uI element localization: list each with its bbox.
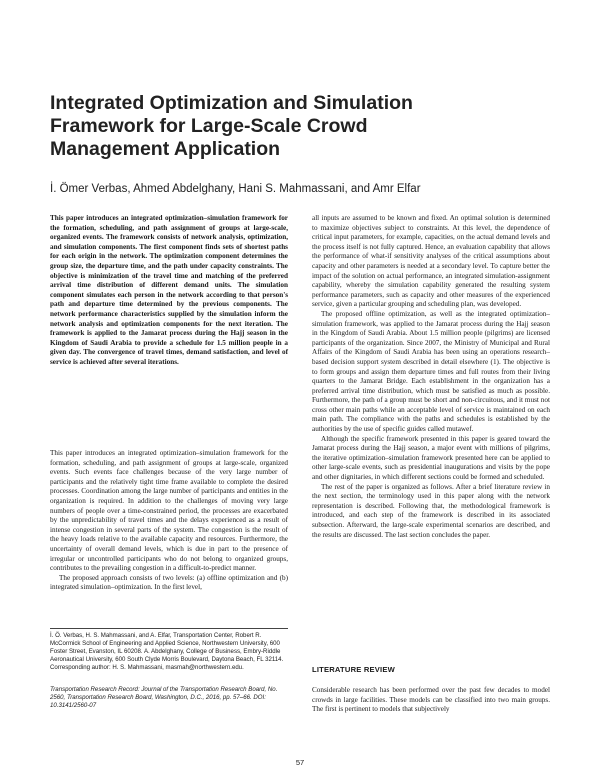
body-left-column — [50, 449, 288, 593]
authors-line: İ. Ömer Verbas, Ahmed Abdelghany, Hani S. Mahmassani, and Amr Elfar — [50, 183, 421, 195]
section-heading-literature-review: LITERATURE REVIEW — [312, 665, 395, 674]
literature-review-text — [312, 686, 550, 715]
body-paragraph: This paper introduces an integrated optimization–simulation framework for the formation, scheduling, and path assignment of groups at large-scale, organized events. Such events face challenges because of the very large number of participants and the relatively tight time frame available to complete the desired processes. Coordination among the large number of participants and entities in the organization is required. In addition to the challenges of moving very large numbers of people over a time-constrained period, the processes are exacerbated by the unpredictability of travel times and the delays experienced as a result of intense congestion in several parts of the system. The congestion is the result of the heavy loads relative to the available capacity and resources. Furthermore, the uncertainty of overall demand levels, which is due in part to the presence of irregular or uncontrolled participants who do not belong to organized groups, contributes to the prevailing congestion in a difficult-to-predict manner. — [50, 449, 288, 573]
body-paragraph: The proposed offline optimization, as well as the integrated optimization–simulation framework, was applied to the Jamarat process during the Hajj season in the Kingdom of Saudi Arabia. About 1.5 million people (pilgrims) are licensed participants of the organization. Since 2007, the Ministry of Municipal and Rural Affairs of the Kingdom of Saudi Arabia has been using an operations research–based decision support system described in detail elsewhere (1). The objective is to form groups and assign them departure times and full routes from their living quarters to the Jamarat Bridge. Each establishment in the organization has a preferred arrival time distribution, which must be satisfied as much as possible. Furthermore, the path of a group must be short and non-circuitous, and it must not cross other main paths while an acceptable level of service is maintained on each main path. The compliance with the paths and schedules is established by the authorities by the use of specific guides called mutawef. — [312, 309, 550, 434]
page-number: 57 — [295, 758, 305, 767]
abstract: This paper introduces an integrated optimization–simulation framework for the formation, scheduling, and path assignment of groups at large-scale, organized events. The framework consists of network analysis, optimization, and simulation components. The first component finds sets of shortest paths for each origin in the network. The optimization component determines the group size, the departure time, and the path under capacity constraints. The objective is minimization of the travel time and matching of the preferred arrival time distribution of different demand units. The simulation component simulates each person in the network according to that person's path and departure time determined by the previous components. The network performance characteristics supplied by the simulation inform the network analysis and optimization components for the next iteration. The framework is applied to the Jamarat process during the Hajj season in the Kingdom of Saudi Arabia to provide a schedule for 1.5 million people in a given day. The convergence of travel times, demand satisfaction, and level of service is achieved after several iterations. — [50, 214, 288, 366]
footnote-divider — [50, 628, 288, 629]
body-paragraph: The proposed approach consists of two levels: (a) offline optimization and (b) integrated simulation–optimization. In the first level, — [50, 573, 288, 592]
body-paragraph: Although the specific framework presented in this paper is geared toward the Jamarat process during the Hajj season, a major event with millions of pilgrims, the iterative optimization–simulation framework presented here can be applied to other large-scale events, such as presidential inaugurations and visits by the pope and other dignitaries, in which different sections could be formed and scheduled. — [312, 434, 550, 482]
body-right-column — [312, 214, 550, 540]
body-paragraph: The rest of the paper is organized as follows. After a brief literature review in the next section, the terminology used in this paper along with the network representation is described. Following that, the methodological framework is introduced, and each step of the framework is described in its associated subsection. Afterward, the large-scale experimental scenarios are described, and the results are discussed. The last section concludes the paper. — [312, 482, 550, 539]
body-paragraph: Considerable research has been performed over the past few decades to model crowds in large facilities. These models can be classified into two main groups. The first is pertinent to models that subjectively — [312, 686, 550, 714]
journal-citation — [50, 686, 288, 710]
body-paragraph: all inputs are assumed to be known and fixed. An optimal solution is determined to maximize objectives subject to constraints. At this level, the dependence of critical input parameters, for example, capacities, on the actual demand levels and the process itself is not fully captured. Hence, an evaluation capability that allows the performance of what-if sensitivity analyses of the critical assumptions about capacity and other parameters is needed at a secondary level. To capture better the impact of the solution on actual performance, an integrated simulation-assignment capability, whereby the simulation capability generated the resulting system performance parameters, such as capacity and other measures of the experienced service, given a particular grouping and scheduling plan, was developed. — [312, 214, 550, 309]
citation-text: Transportation Research Record: Journal of the Transportation Research Board, No. 2560, Transportation Research Board, Washington, D.C., 2016, pp. 57–66. DOI: 10.3141/2560-07 — [50, 686, 278, 709]
author-affiliation-footnote: İ. Ö. Verbas, H. S. Mahmassani, and A. Elfar, Transportation Center, Robert R. McCormick School of Engineering and Applied Science, Northwestern University, 600 Foster Street, Evanston, IL 60208. A. Abdelghany, College of Business, Embry-Riddle Aeronautical University, 600 South Clyde Morris Boulevard, Daytona Beach, FL 32114. Corresponding author: H. S. Mahmassani, masmah@northwestern.edu. — [50, 632, 284, 671]
paper-title: Integrated Optimization and Simulation Framework for Large-Scale Crowd Management Application — [50, 92, 413, 160]
